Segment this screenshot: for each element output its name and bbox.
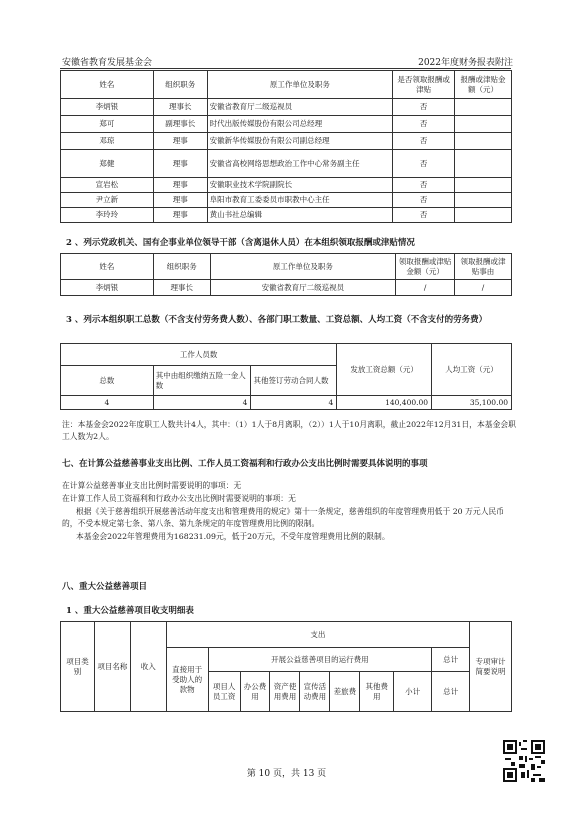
- col-header-sub: 项目人员工资: [208, 672, 240, 712]
- cell-amount: [455, 116, 512, 133]
- table-row: [61, 133, 512, 150]
- col-header-audit: 专项审计简要说明: [470, 622, 512, 712]
- cell-name: 郑健: [61, 150, 154, 178]
- cell-reason: /: [455, 280, 512, 296]
- cell-paid: 否: [393, 150, 455, 178]
- col-header-sub: 总计: [432, 672, 470, 712]
- cell-amount: [455, 208, 512, 223]
- col-header-avg-wage: 人均工资（元）: [432, 344, 512, 396]
- table-row: [61, 396, 512, 410]
- col-header: 组织职务: [153, 71, 207, 99]
- header-doc-title: 2022年度财务报表附注: [418, 58, 513, 68]
- cell-paid: 否: [393, 193, 455, 208]
- cell-paid: 否: [393, 208, 455, 223]
- cell-role: 理事: [153, 193, 207, 208]
- cadre-compensation-table: [60, 253, 512, 296]
- col-header: 姓名: [61, 254, 154, 280]
- cell-role: 理事长: [153, 99, 207, 116]
- table-header-row: [61, 71, 512, 99]
- table-row: [61, 99, 512, 116]
- col-header-sub: 办公费用: [240, 672, 270, 712]
- col-header-sub: 资产使用费用: [270, 672, 300, 712]
- section-7-line: 根据《关于慈善组织开展慈善活动年度支出和管理费用的规定》第十一条规定，慈善组织的年度管理费用低于 20 万元人民币的，不受本规定第七条、第八条、第九条规定的年度管理费用比例的限制。: [62, 507, 505, 528]
- cell-name: 李炳银: [61, 280, 154, 296]
- section-2-title: 2 、列示党政机关、国有企事业单位领导干部（含离退休人员）在本组织领取报酬或津贴情况: [66, 238, 415, 248]
- cell-name: 郑可: [61, 116, 154, 133]
- cell-name: 邓琼: [61, 133, 154, 150]
- table-header-row: [61, 344, 512, 366]
- cell-amount: /: [396, 280, 455, 296]
- cell-unit: 安徽省高校网络思想政治工作中心常务副主任: [207, 150, 393, 178]
- staff-note: 注：本基金会2022年度职工人数共计4人，其中：（1）1人于8月离职，（2））1人于10月离职，截止2022年12月31日，本基金会职工人数为2人。: [62, 420, 516, 441]
- cell-unit: 安徽省教育厅二级巡视员: [207, 99, 393, 116]
- cell-wage-total: 140,400.00: [337, 396, 432, 410]
- cell-paid: 否: [393, 116, 455, 133]
- cell-unit: 安徽省教育厅二级巡视员: [210, 280, 396, 296]
- header-org: 安徽省教育发展基金会: [62, 58, 153, 68]
- cell-amount: [455, 133, 512, 150]
- col-header-type: 项目类别: [61, 622, 95, 712]
- col-header-income: 收入: [130, 622, 166, 712]
- cell-role: 理事: [153, 133, 207, 150]
- col-header-direct: 直接用于受助人的款物: [166, 648, 208, 712]
- col-header-sub: 宣传活动费用: [300, 672, 330, 712]
- cell-unit: 安徽职业技术学院副院长: [207, 178, 393, 193]
- table-row: [61, 193, 512, 208]
- cell-avg-wage: 35,100.00: [432, 396, 512, 410]
- col-header-sub: 其他费用: [360, 672, 394, 712]
- cell-role: 副理事长: [153, 116, 207, 133]
- table-row: [61, 178, 512, 193]
- section-7-line: 在计算公益慈善事业支出比例时需要说明的事项：无: [62, 481, 242, 490]
- cell-role: 理事: [153, 150, 207, 178]
- section-7-line: 在计算工作人员工资福利和行政办公支出比例时需要说明的事项：无: [62, 494, 296, 503]
- staff-wage-table: [60, 343, 512, 410]
- col-header: 报酬或津贴金额（元）: [455, 71, 512, 99]
- cell-total: 4: [61, 396, 154, 410]
- project-expense-table: [60, 621, 512, 712]
- cell-unit: 时代出版传媒股份有限公司总经理: [207, 116, 393, 133]
- cell-role: 理事长: [153, 280, 210, 296]
- cell-amount: [455, 178, 512, 193]
- col-header: 领取报酬或津贴金额（元）: [396, 254, 455, 280]
- col-header: 姓名: [61, 71, 154, 99]
- cell-unit: 黄山书社总编辑: [207, 208, 393, 223]
- cell-paid: 否: [393, 99, 455, 116]
- cell-name: 李炳银: [61, 99, 154, 116]
- table-header-row: [61, 622, 512, 648]
- cell-unit: 阜阳市教育工委委员市职教中心主任: [207, 193, 393, 208]
- col-header-total: 总数: [61, 366, 154, 396]
- col-header-staff: 工作人员数: [61, 344, 337, 366]
- cell-paid: 否: [393, 178, 455, 193]
- cell-amount: [455, 193, 512, 208]
- cell-name: 尹立新: [61, 193, 154, 208]
- header-divider: [60, 68, 511, 69]
- col-header-sub: 差旅费: [330, 672, 360, 712]
- cell-role: 理事: [153, 208, 207, 223]
- section-8-subtitle: 1 、重大公益慈善项目收支明细表: [66, 606, 194, 616]
- table-row: [61, 208, 512, 223]
- col-header-sub: 小计: [394, 672, 432, 712]
- table-row: [61, 116, 512, 133]
- table-row: [61, 280, 512, 296]
- cell-unit: 安徽新华传媒股份有限公司副总经理: [207, 133, 393, 150]
- cell-contract: 4: [251, 396, 337, 410]
- page-footer: 第 10 页，共 13 页: [246, 769, 327, 779]
- col-header-total: 总计: [432, 648, 470, 672]
- col-header: 原工作单位及职务: [207, 71, 393, 99]
- col-header: 组织职务: [153, 254, 210, 280]
- col-header: 领取报酬或津贴事由: [455, 254, 512, 280]
- col-header-contract: 其他签订劳动合同人数: [251, 366, 337, 396]
- table-header-row: [61, 254, 512, 280]
- qr-code-icon: [503, 740, 545, 782]
- cell-insured: 4: [153, 396, 251, 410]
- section-7-title: 七、在计算公益慈善事业支出比例、工作人员工资福利和行政办公支出比例时需要具体说明的事项: [62, 459, 428, 469]
- col-header-expense: 支出: [166, 622, 469, 648]
- section-7-line: 本基金会2022年管理费用为168231.09元，低于20万元，不受年度管理费用比例的限制。: [76, 532, 390, 541]
- section-3-title: 3 、列示本组织职工总数（不含支付劳务费人数）、各部门职工数量、工资总额、人均工资（不含支付的劳务费）: [66, 315, 488, 325]
- cell-name: 李玲玲: [61, 208, 154, 223]
- board-members-table: [60, 70, 512, 223]
- cell-amount: [455, 150, 512, 178]
- col-header-wage-total: 发放工资总额（元）: [337, 344, 432, 396]
- col-header: 原工作单位及职务: [210, 254, 396, 280]
- col-header: 是否领取报酬或津贴: [393, 71, 455, 99]
- cell-paid: 否: [393, 133, 455, 150]
- col-header-insured: 其中由组织缴纳五险一金人数: [153, 366, 251, 396]
- table-row: [61, 150, 512, 178]
- cell-role: 理事: [153, 178, 207, 193]
- col-header-name: 项目名称: [94, 622, 130, 712]
- section-8-title: 八、重大公益慈善项目: [62, 582, 148, 592]
- cell-name: 宣岩松: [61, 178, 154, 193]
- col-header-run: 开展公益慈善项目的运行费用: [208, 648, 432, 672]
- cell-amount: [455, 99, 512, 116]
